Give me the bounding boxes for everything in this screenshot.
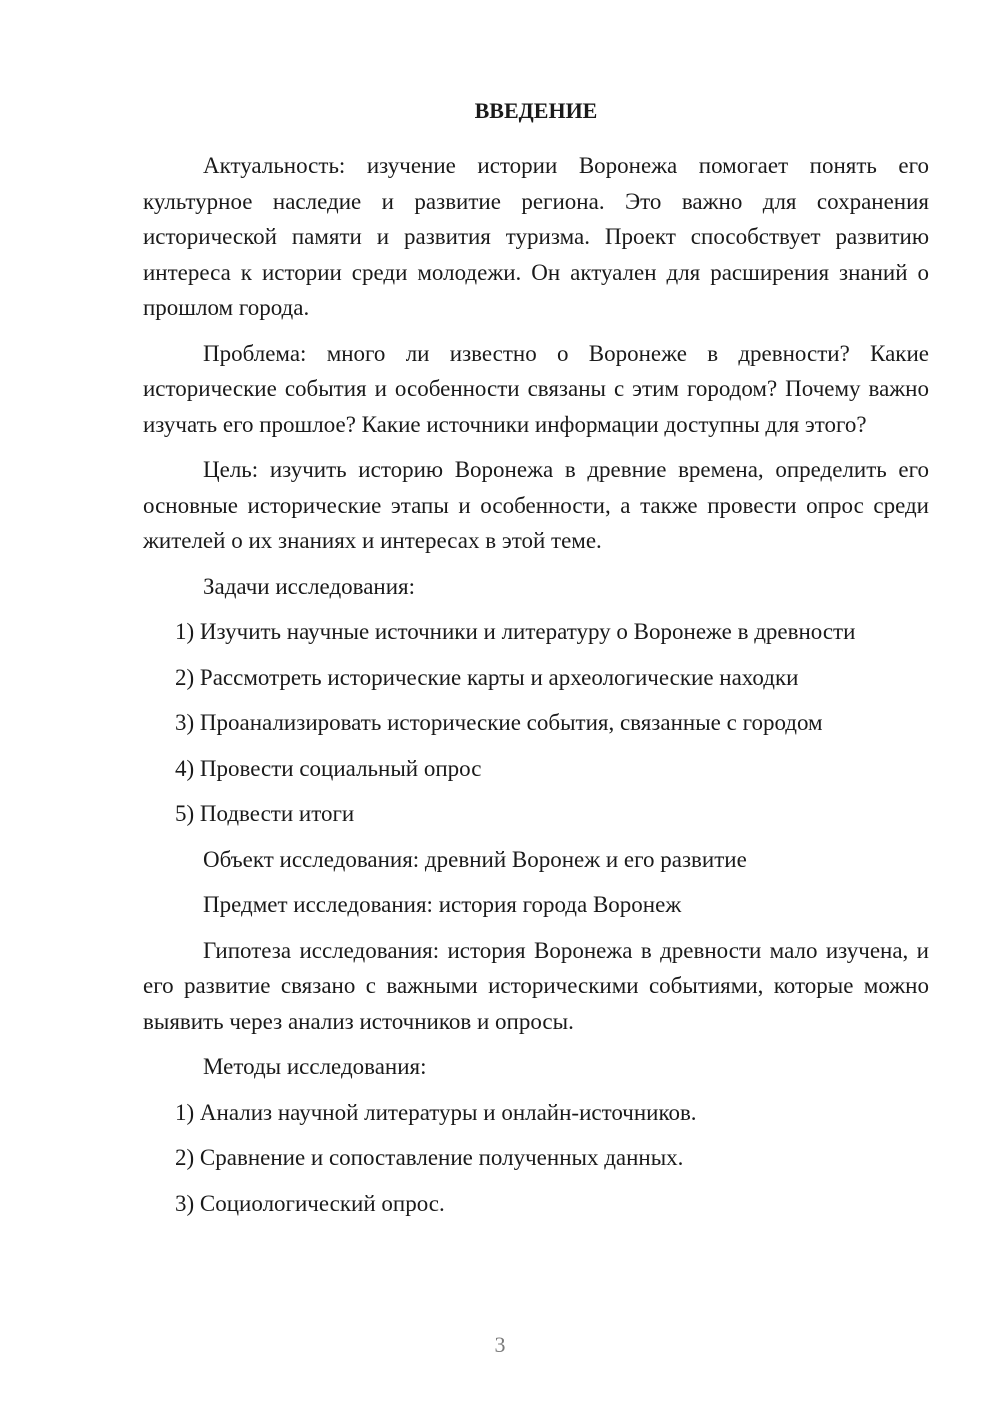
task-item: 5) Подвести итоги	[175, 801, 355, 826]
goal-paragraph: Цель: изучить историю Воронежа в древние времена, определить его основные исторические этапы и особенности, а также провести опрос среди жителей о их знаниях и интересах в этой теме.	[143, 457, 929, 553]
task-item: 1) Изучить научные источники и литературу о Воронеже в древности	[175, 619, 856, 644]
relevance-paragraph: Актуальность: изучение истории Воронежа помогает понять его культурное наследие и развитие региона. Это важно для сохранения исторической памяти и развития туризма. Проект способствует развитию интереса к истории среди молодежи. Он актуален для расширения знаний о прошлом города.	[143, 153, 929, 320]
hypothesis-paragraph: Гипотеза исследования: история Воронежа в древности мало изучена, и его развитие связано с важными историческими событиями, которые можно выявить через анализ источников и опросы.	[143, 937, 929, 1034]
task-item: 2) Рассмотреть исторические карты и археологические находки	[175, 664, 799, 690]
methods-heading: Методы исследования:	[203, 1054, 427, 1079]
task-item: 4) Провести социальный опрос	[175, 755, 482, 781]
page-title: ВВЕДЕНИЕ	[474, 98, 598, 123]
document-body	[143, 93, 929, 1231]
tasks-heading: Задачи исследования:	[203, 573, 416, 599]
object-line: Объект исследования: древний Воронеж и его развитие	[203, 846, 747, 872]
method-item: 2) Сравнение и сопоставление полученных данных.	[175, 1145, 684, 1170]
subject-line: Предмет исследования: история города Воронеж	[203, 892, 682, 917]
method-item: 1) Анализ научной литературы и онлайн-источников.	[175, 1099, 697, 1125]
task-item: 3) Проанализировать исторические события, связанные с городом	[175, 710, 823, 735]
method-item: 3) Социологический опрос.	[175, 1190, 445, 1216]
page-number: 3	[494, 1332, 506, 1357]
problem-paragraph: Проблема: много ли известно о Воронеже в древности? Какие исторические события и особенности связаны с этим городом? Почему важно изучать его прошлое? Какие источники информации доступны для этого?	[143, 340, 929, 437]
